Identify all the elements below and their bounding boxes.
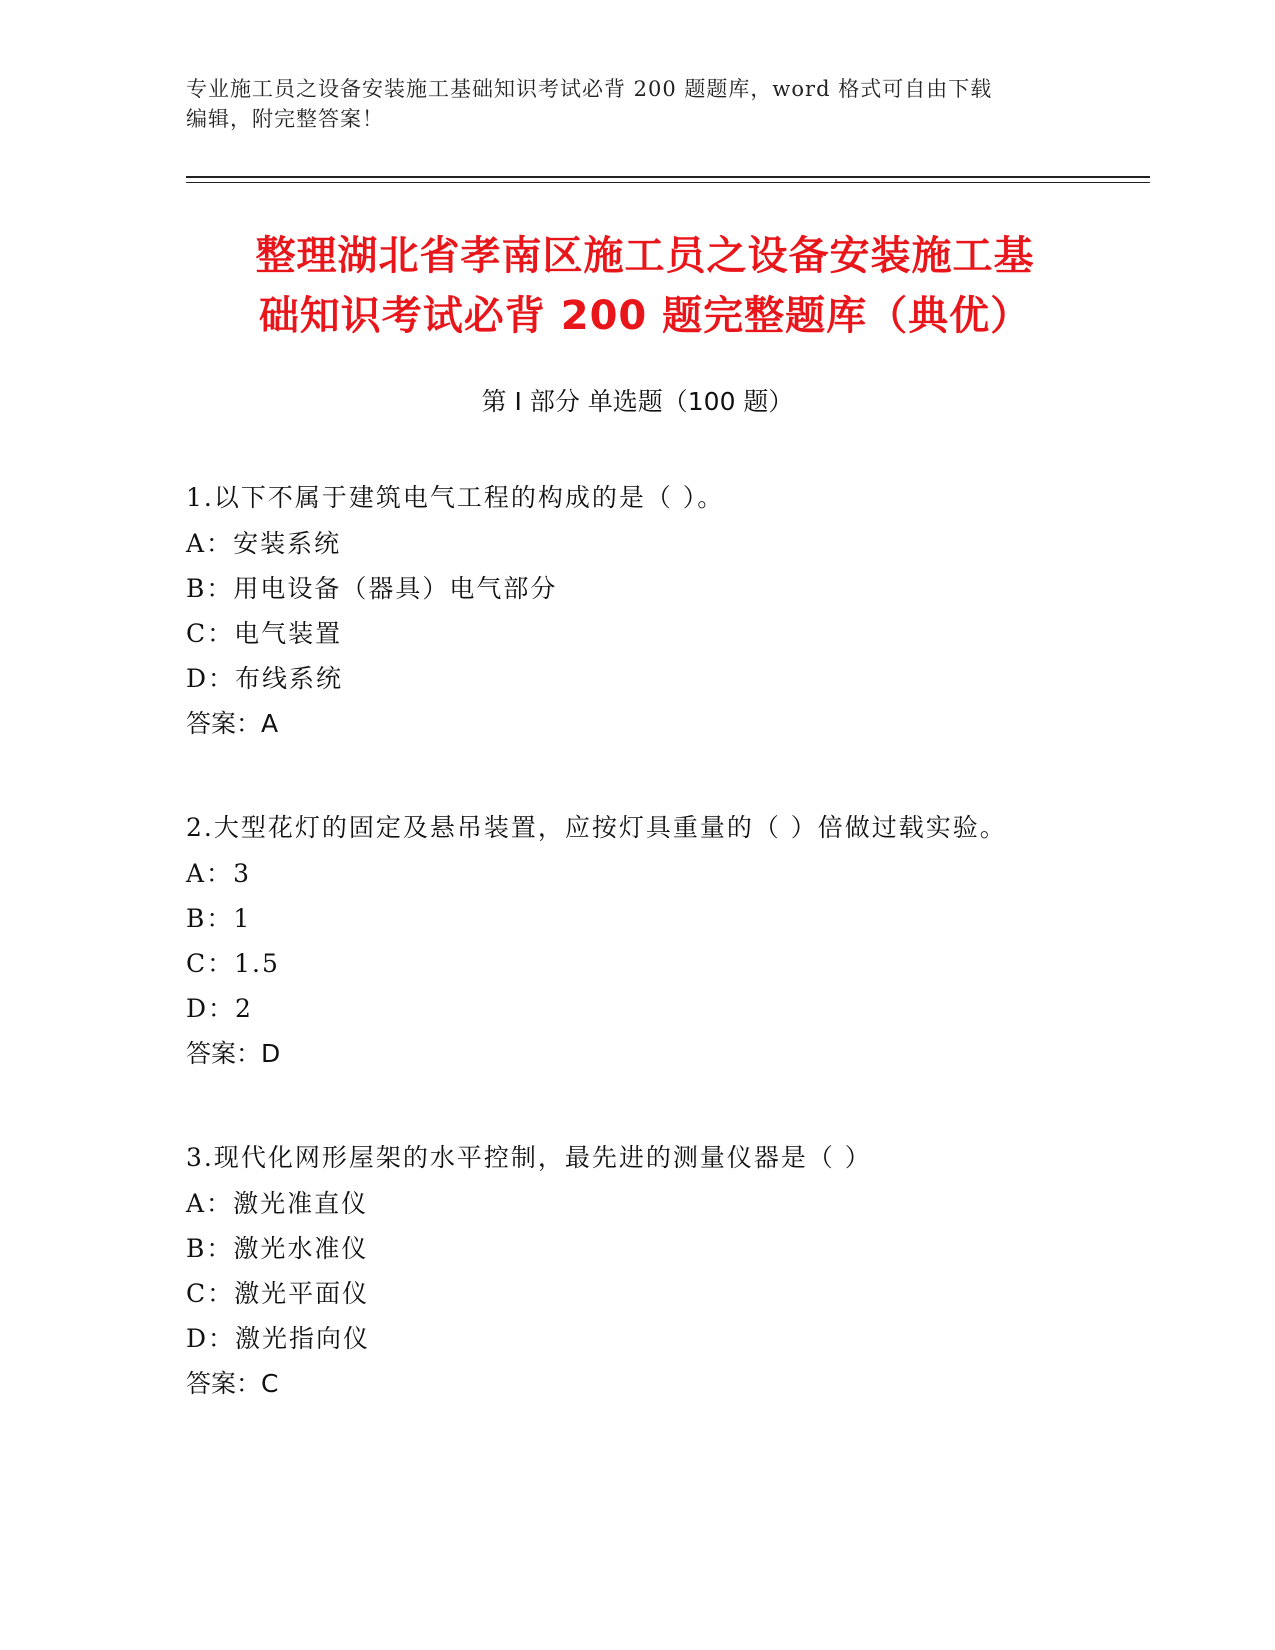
option-letter: B： [186,1234,234,1263]
header-note-line-2: 编辑，附完整答案！ [186,107,384,131]
question-stem: 3.现代化网形屋架的水平控制，最先进的测量仪器是（ ） [186,1143,872,1172]
option-d [186,986,1126,1031]
option-text: 激光平面仪 [234,1279,370,1308]
option-a [186,521,1126,566]
option-letter: B： [186,904,234,933]
option-text: 1.5 [234,949,280,978]
option-c [186,1271,1126,1316]
option-letter: B： [186,574,234,603]
option-text: 布线系统 [235,664,344,693]
question-stem: 2.大型花灯的固定及悬吊装置，应按灯具重量的（ ）倍做过载实验。 [186,813,1007,842]
section-heading: 第 I 部分 单选题（100 题） [481,387,794,416]
option-c [186,941,1126,986]
option-b [186,566,1126,611]
option-text: 激光指向仪 [235,1324,371,1353]
option-b [186,896,1126,941]
question-3 [186,1135,1126,1407]
option-letter: C： [186,1279,235,1308]
option-text: 3 [233,859,251,888]
header-note [186,74,1086,134]
option-letter: C： [186,949,235,978]
option-c [186,611,1126,656]
option-text: 激光准直仪 [233,1189,369,1218]
document-title [195,226,1095,346]
option-d [186,1316,1126,1361]
option-d [186,656,1126,701]
question-2 [186,805,1126,1077]
answer-line: 答案：C [186,1369,279,1398]
header-note-line-1: 专业施工员之设备安装施工基础知识考试必背 200 题题库，word 格式可自由下载 [186,77,993,101]
question-list [186,475,1126,1465]
answer-line: 答案：A [186,709,279,738]
header-divider-thin [186,182,1150,183]
option-text: 电气装置 [234,619,343,648]
option-letter: D： [186,994,236,1023]
question-stem: 1.以下不属于建筑电气工程的构成的是（ ）。 [186,483,725,512]
option-letter: D： [186,1324,236,1353]
option-letter: A： [186,529,234,558]
option-text: 1 [233,904,252,933]
option-letter: C： [186,619,235,648]
document-title-line-2: 础知识考试必背 200 题完整题库（典优） [258,293,1032,339]
option-letter: A： [186,1189,234,1218]
option-text: 安装系统 [233,529,342,558]
option-text: 2 [235,994,253,1023]
answer-line: 答案：D [186,1039,281,1068]
question-1 [186,475,1126,747]
option-a [186,1181,1126,1226]
header-divider-thick [186,176,1150,178]
option-letter: A： [186,859,234,888]
option-a [186,851,1126,896]
option-b [186,1226,1126,1271]
document-title-line-1: 整理湖北省孝南区施工员之设备安装施工基 [255,233,1035,279]
option-letter: D： [186,664,236,693]
option-text: 激光水准仪 [233,1234,369,1263]
option-text: 用电设备（器具）电气部分 [233,574,558,603]
